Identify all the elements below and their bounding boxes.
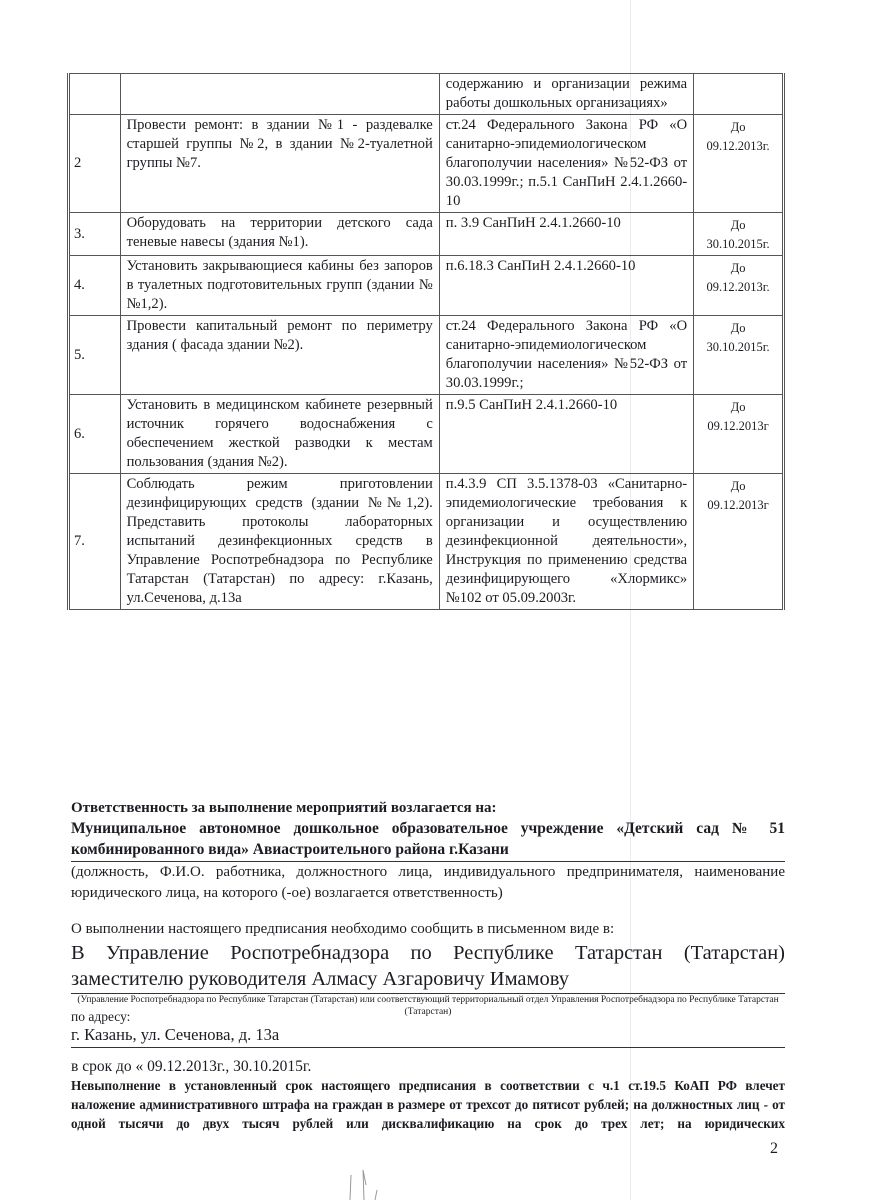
task-cell: Соблюдать режим приготовлении дезинфицирующих средств (здании №№1,2). Представить протоколы лабораторных испытаний дезинфекционных средств в Управление Роспотребнадзора по Республике Татарстан (Татарстан) по адресу: г.Казань, ул.Сеченова, д.13а bbox=[120, 474, 439, 610]
row-number: 2 bbox=[69, 115, 121, 213]
row-number bbox=[69, 74, 121, 115]
task-cell: Установить в медицинском кабинете резервный источник горячего водоснабжения с обеспечением жесткой разводки к местам пользования (здания №2). bbox=[120, 395, 439, 474]
table-row bbox=[69, 213, 784, 256]
table-row bbox=[69, 256, 784, 316]
table-row bbox=[69, 74, 784, 115]
row-number: 7. bbox=[69, 474, 121, 610]
legal-basis-cell: п.9.5 СанПиН 2.4.1.2660-10 bbox=[439, 395, 693, 474]
legal-basis-cell: п.4.3.9 СП 3.5.1378-03 «Санитарно-эпидемиологические требования к организации и осуществлению дезинфекционной деятельности», Инструкция по применению средства дезинфицирующего «Хлормикс» №102 от 05.09.2003г. bbox=[439, 474, 693, 610]
row-number: 3. bbox=[69, 213, 121, 256]
responsibility-caption: (должность, Ф.И.О. работника, должностного лица, индивидуального предпринимателя, наименование юридического лица, на которого (-ое) возлагается ответственность) bbox=[71, 864, 785, 901]
report-recipient-caption: (Управление Роспотребнадзора по Республике Татарстан (Татарстан) или соответствующий территориальный отдел Управления Роспотребнадзора по Республике Татарстан (Татарстан) bbox=[77, 995, 779, 1017]
report-recipient: В Управление Роспотребнадзора по Республике Татарстан (Татарстан) заместителю руководителя Алмасу Азгаровичу Имамову bbox=[71, 940, 785, 994]
responsibility-title: Ответственность за выполнение мероприятий возлагается на: bbox=[71, 800, 497, 816]
responsible-organization: Муниципальное автономное дошкольное образовательное учреждение «Детский сад № 51 комбинированного вида» Авиастроительного района г.Казани bbox=[71, 818, 785, 862]
deadline-cell: До 09.12.2013г. bbox=[694, 256, 784, 316]
legal-basis-cell: ст.24 Федерального Закона РФ «О санитарно-эпидемиологическом благополучии населения» №52-ФЗ от 30.03.1999г.; bbox=[439, 316, 693, 395]
address-label: по адресу: bbox=[71, 1009, 131, 1024]
task-cell: Установить закрывающиеся кабины без запоров в туалетных подготовительных групп (здании №№1,2). bbox=[120, 256, 439, 316]
report-deadline: в срок до « 09.12.2013г., 30.10.2015г. bbox=[71, 1058, 312, 1075]
row-number: 4. bbox=[69, 256, 121, 316]
task-cell bbox=[120, 74, 439, 115]
signature-mark bbox=[330, 1165, 400, 1200]
task-cell: Провести капитальный ремонт по периметру здания ( фасада здании №2). bbox=[120, 316, 439, 395]
deadline-cell: До 30.10.2015г. bbox=[694, 316, 784, 395]
legal-basis-cell: п.6.18.3 СанПиН 2.4.1.2660-10 bbox=[439, 256, 693, 316]
legal-basis-cell: ст.24 Федерального Закона РФ «О санитарно-эпидемиологическом благополучии населения» №52-ФЗ от 30.03.1999г.; п.5.1 СанПиН 2.4.1.2660-10 bbox=[439, 115, 693, 213]
address-value: г. Казань, ул. Сеченова, д. 13а bbox=[71, 1024, 785, 1048]
table-row bbox=[69, 316, 784, 395]
legal-basis-cell: п. 3.9 СанПиН 2.4.1.2660-10 bbox=[439, 213, 693, 256]
page-number: 2 bbox=[770, 1140, 778, 1157]
deadline-cell: До 09.12.2013г bbox=[694, 474, 784, 610]
penalty-notice: Невыполнение в установленный срок настоящего предписания в соответствии с ч.1 ст.19.5 КоАП РФ влечет наложение административного штрафа на граждан в размере от трехсот до пятисот рублей; на должностных лиц - от одной тысячи до двух тысяч рублей или дисквалификацию на срок до трех лет; на юридических bbox=[71, 1078, 785, 1131]
table-row bbox=[69, 115, 784, 213]
orders-table bbox=[67, 73, 785, 610]
legal-basis-cell: содержанию и организации режима работы дошкольных организациях» bbox=[439, 74, 693, 115]
task-cell: Оборудовать на территории детского сада теневые навесы (здания №1). bbox=[120, 213, 439, 256]
row-number: 5. bbox=[69, 316, 121, 395]
table-row bbox=[69, 395, 784, 474]
task-cell: Провести ремонт: в здании №1 - раздевалке старшей группы №2, в здании №2-туалетной группы №7. bbox=[120, 115, 439, 213]
table-row bbox=[69, 474, 784, 610]
report-intro: О выполнении настоящего предписания необходимо сообщить в письменном виде в: bbox=[71, 921, 615, 937]
deadline-cell bbox=[694, 74, 784, 115]
deadline-cell: До 09.12.2013г bbox=[694, 395, 784, 474]
row-number: 6. bbox=[69, 395, 121, 474]
deadline-cell: До 30.10.2015г. bbox=[694, 213, 784, 256]
deadline-cell: До 09.12.2013г. bbox=[694, 115, 784, 213]
